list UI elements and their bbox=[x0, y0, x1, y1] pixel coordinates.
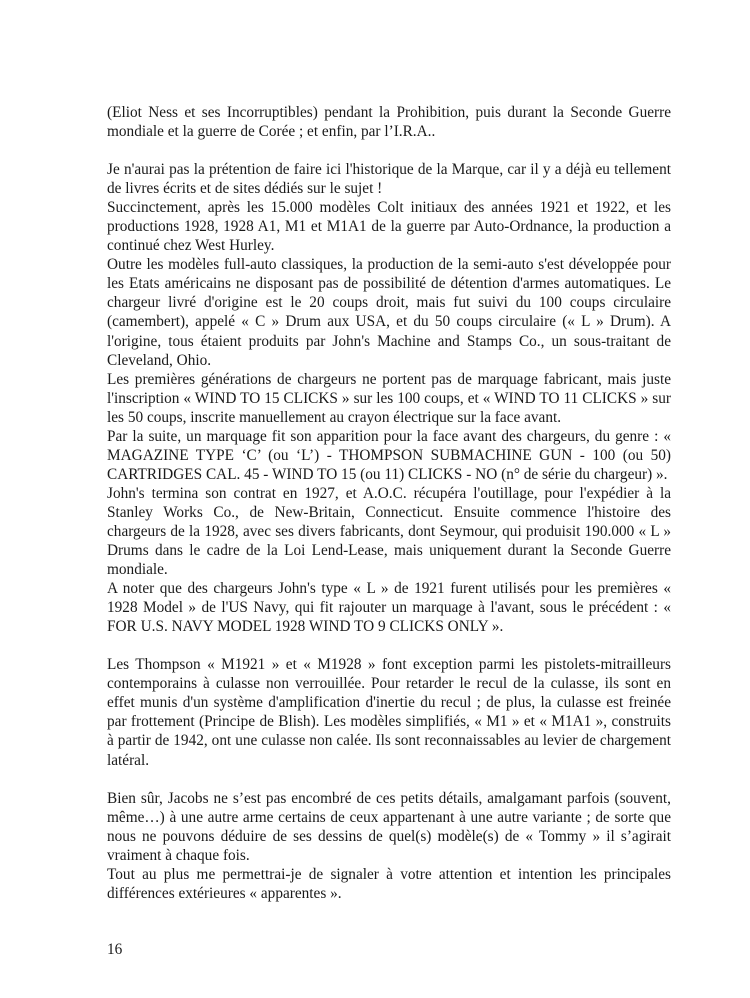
paragraph-jacobs: Bien sûr, Jacobs ne s’est pas encombré de ces petits détails, amalgamant parfois (souvent, même…) à une autre arme certains de ceux appartenant à une autre variante ; de sorte que nous ne pouvons déduire de ses dessins de quel(s) modèle(s) de « Tommy » il s’agirait vraiment à chaque fois. bbox=[107, 789, 671, 864]
paragraph-marquage: Par la suite, un marquage fit son apparition pour la face avant des chargeurs, du genre : « MAGAZINE TYPE ‘C’ (ou ‘L’) - THOMPSON SUBMACHINE GUN - 100 (ou 50) CARTRIDGES CAL. 45 - WIND TO 15 (ou 11) CLICKS - NO (n° de série du chargeur) ». bbox=[107, 427, 671, 483]
paragraph-premieres-generations: Les premières générations de chargeurs ne portent pas de marquage fabricant, mais juste l'inscription « WIND TO 15 CLICKS » sur les 100 coups, et « WIND TO 11 CLICKS » sur les 50 coups, inscrite manuellement au crayon électrique sur la face avant. bbox=[107, 370, 671, 426]
page-number: 16 bbox=[107, 941, 123, 958]
paragraph-culasse: Les Thompson « M1921 » et « M1928 » font exception parmi les pistolets-mitrailleurs contemporains à culasse non verrouillée. Pour retarder le recul de la culasse, ils sont en effet munis d'un système d'amplification d'inertie du recul ; de plus, la culasse est freinée par frottement (Principe de Blish). Les modèles simplifiés, « M1 » et « M1A1 », construits à partir de 1942, ont une culasse non calée. Ils sont reconnaissables au levier de chargement latéral. bbox=[107, 656, 671, 769]
paragraph-production: Succinctement, après les 15.000 modèles Colt initiaux des années 1921 et 1922, et les productions 1928, 1928 A1, M1 et M1A1 de la guerre par Auto-Ordnance, la production a continué chez West Hurley. bbox=[107, 199, 671, 255]
paragraph-differences: Tout au plus me permettrai-je de signaler à votre attention et intention les principales différences extérieures « apparentes ». bbox=[107, 865, 671, 902]
paragraph-us-navy: A noter que des chargeurs John's type « L » de 1921 furent utilisés pour les premières « 1928 Model » de l'US Navy, qui fit rajouter un marquage à l'avant, sous le précédent : « FOR U.S. NAVY MODEL 1928 WIND TO 9 CLICKS ONLY ». bbox=[107, 580, 671, 636]
paragraph-chargeurs-origine: Outre les modèles full-auto classiques, la production de la semi-auto s'est développée pour les Etats américains ne disposant pas de possibilité de détention d'armes automatiques. Le chargeur livré d'origine est le 20 coups droit, mais fut suivi du 100 coups circulaire (camembert), appelé « C » Drum aux USA, et du 50 coups circulaire (« L » Drum). A l'origine, tous étaient produits par John's Machine and Stamps Co., un sous-traitant de Cleveland, Ohio. bbox=[107, 256, 671, 369]
paragraph-johns-contrat: John's termina son contrat en 1927, et A.O.C. récupéra l'outillage, pour l'expédier à la Stanley Works Co., de New-Britain, Connecticut. Ensuite commence l'histoire des chargeurs de la 1928, avec ses divers fabricants, dont Seymour, qui produisit 190.000 « L » Drums dans le cadre de la Loi Lend-Lease, mais uniquement durant la Seconde Guerre mondiale. bbox=[107, 484, 671, 579]
body-text bbox=[107, 103, 671, 903]
paragraph-intro-historique: Je n'aurai pas la prétention de faire ici l'historique de la Marque, car il y a déjà eu tellement de livres écrits et de sites dédiés sur le sujet ! bbox=[107, 161, 671, 198]
paragraph-prohibition: (Eliot Ness et ses Incorruptibles) pendant la Prohibition, puis durant la Seconde Guerre mondiale et la guerre de Corée ; et enfin, par l’I.R.A.. bbox=[107, 104, 671, 141]
